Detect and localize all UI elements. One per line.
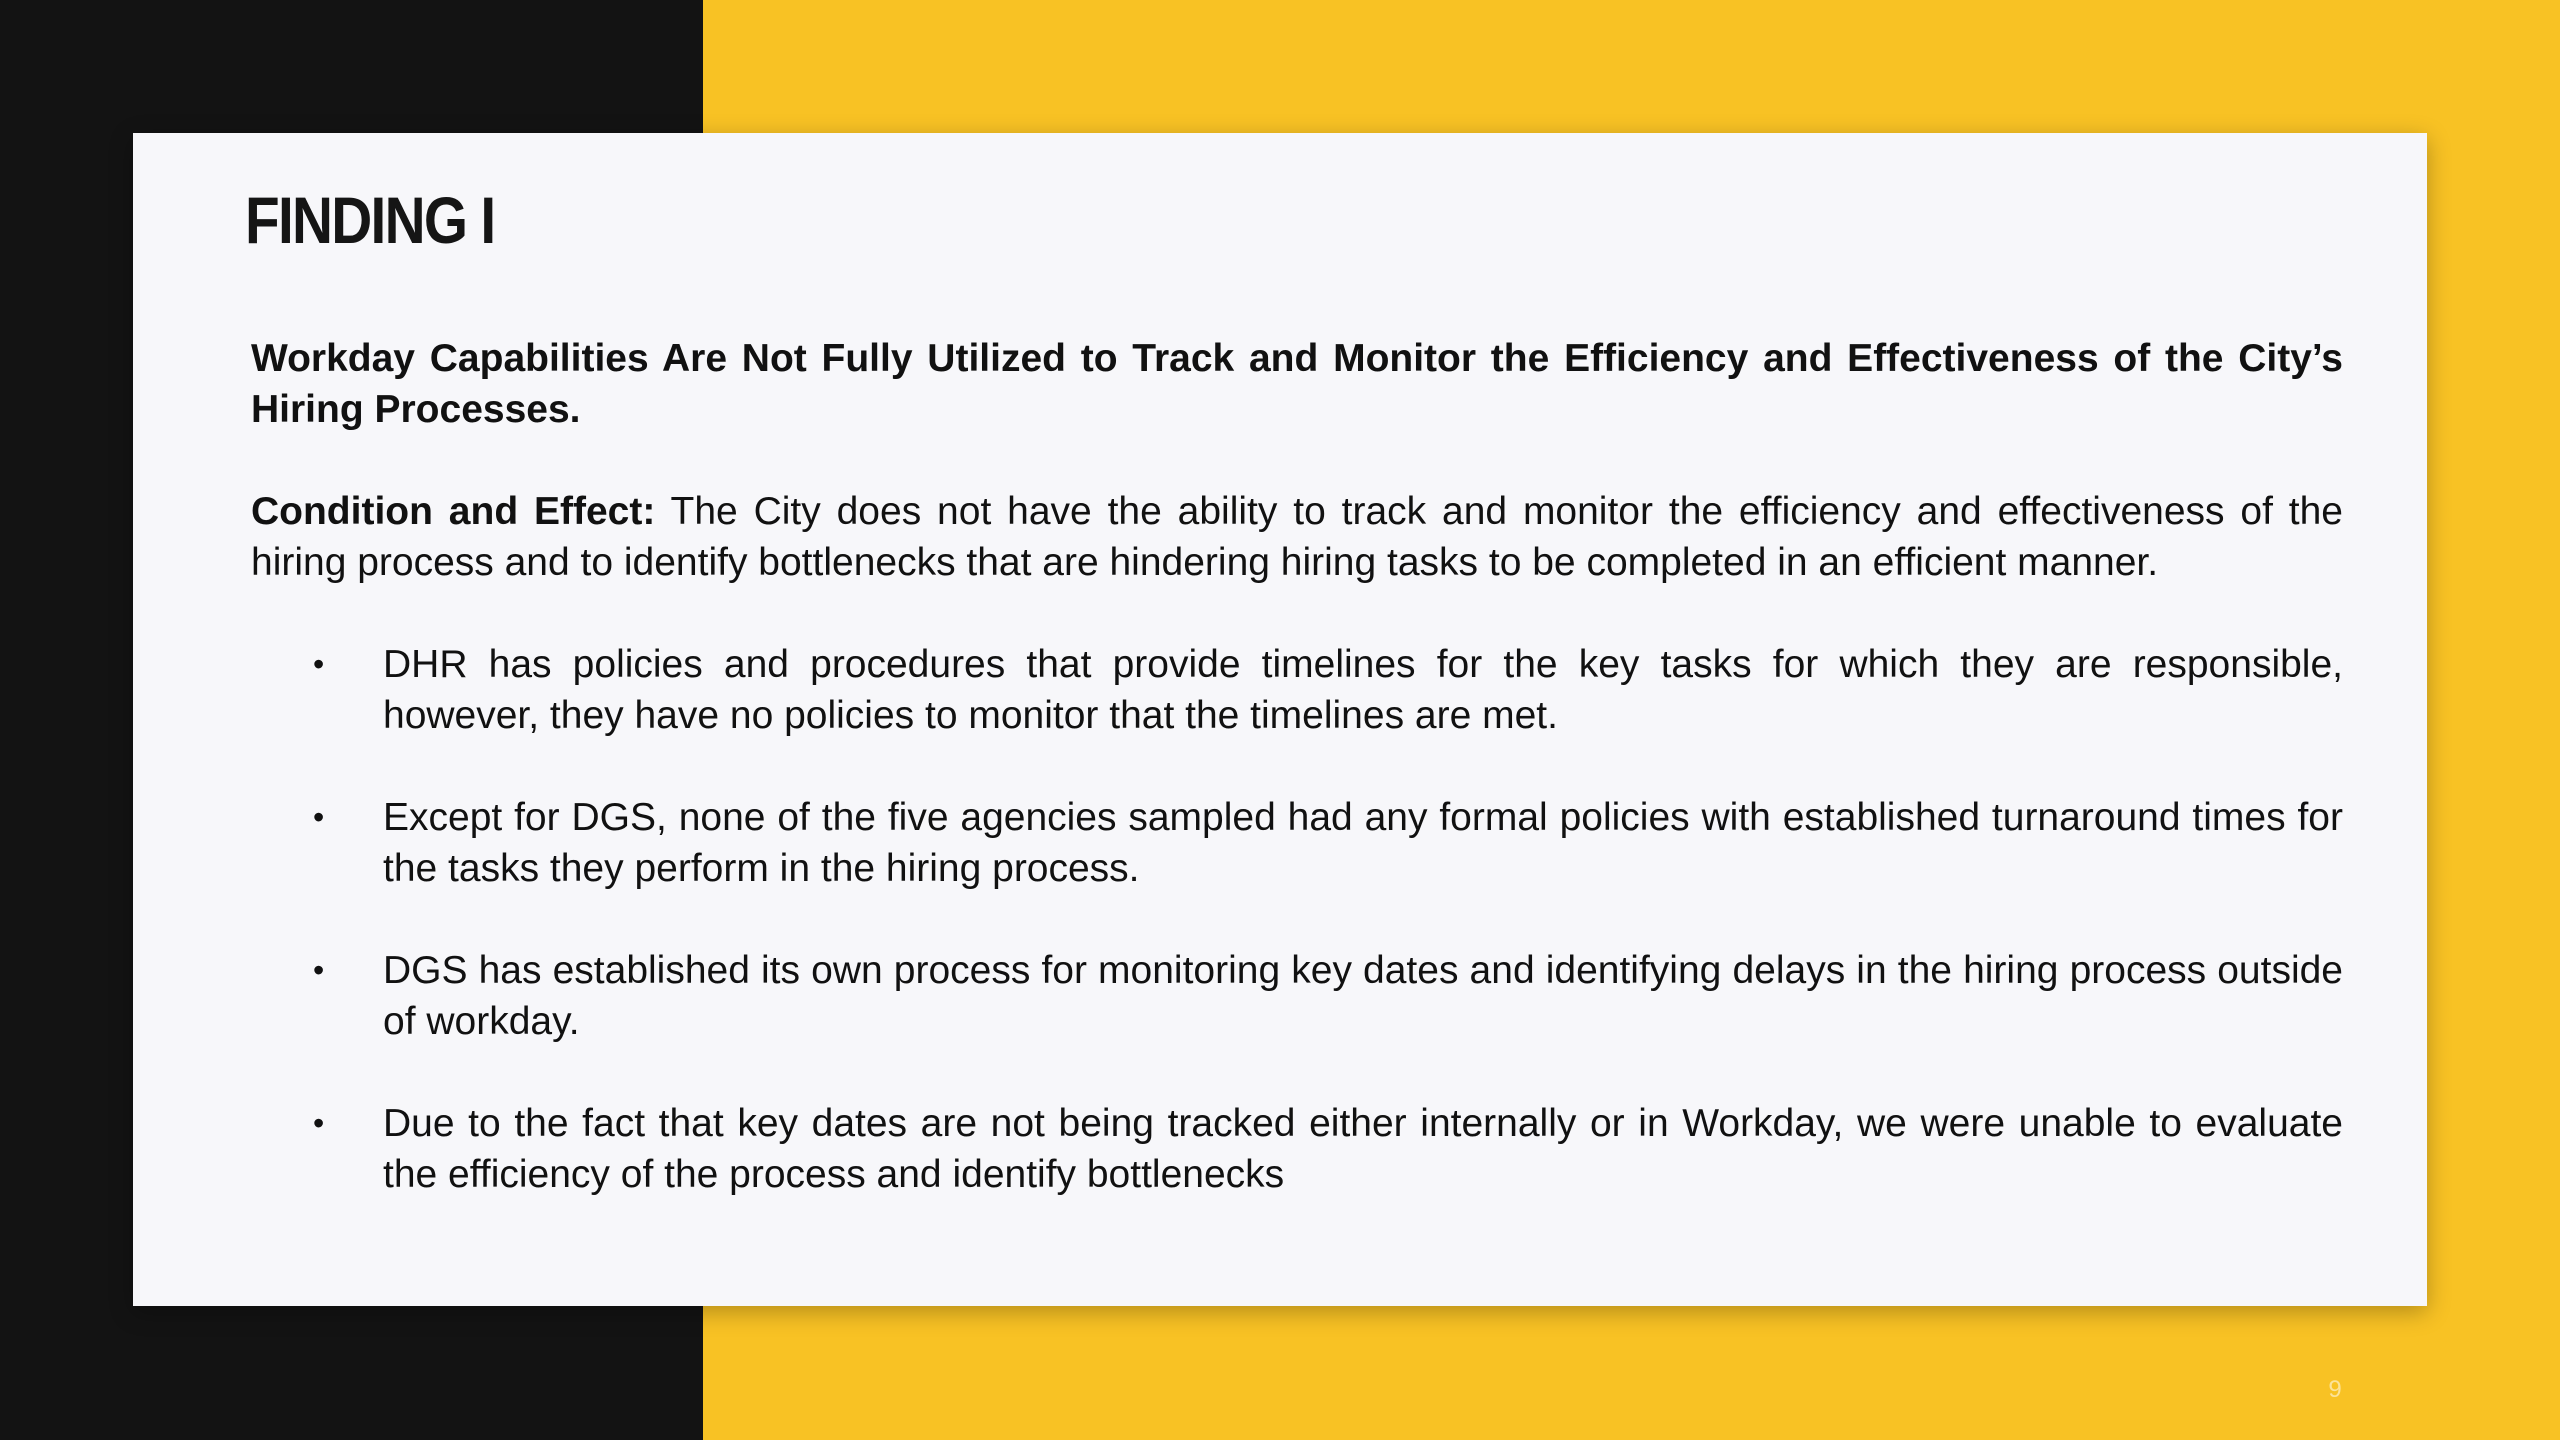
bullet-item [251,792,2343,894]
bullet-icon: • [313,646,325,682]
finding-heading: Workday Capabilities Are Not Fully Utilized to Track and Monitor the Efficiency and Effectiveness of the City’s Hiring Processes. [251,337,2343,431]
bullet-item [251,639,2343,741]
condition-text: The City does not have the ability to track and monitor the efficiency and effectiveness of the hiring process and to identify bottlenecks that are hindering hiring tasks to be completed in an efficient manner. [251,490,2343,584]
condition-label: Condition and Effect: [251,490,656,533]
findings-bullet-list [251,639,2343,1200]
bullet-item [251,945,2343,1047]
slide-content [251,333,2343,1200]
bullet-icon: • [313,1105,325,1141]
bullet-icon: • [313,952,325,988]
bullet-item [251,1098,2343,1200]
page-number: 9 [2328,1376,2342,1403]
bullet-text: DGS has established its own process for monitoring key dates and identifying delays in the hiring process outside of workday. [383,949,2343,1043]
bullet-text: DHR has policies and procedures that provide timelines for the key tasks for which they are responsible, however, they have no policies to monitor that the timelines are met. [383,643,2343,737]
slide-card [133,133,2427,1306]
condition-paragraph [251,486,2343,588]
slide-title: FINDING I [245,183,495,257]
bullet-icon: • [313,799,325,835]
bullet-text: Except for DGS, none of the five agencies sampled had any formal policies with established turnaround times for the tasks they perform in the hiring process. [383,796,2343,890]
bullet-text: Due to the fact that key dates are not being tracked either internally or in Workday, we were unable to evaluate the efficiency of the process and identify bottlenecks [383,1102,2343,1196]
